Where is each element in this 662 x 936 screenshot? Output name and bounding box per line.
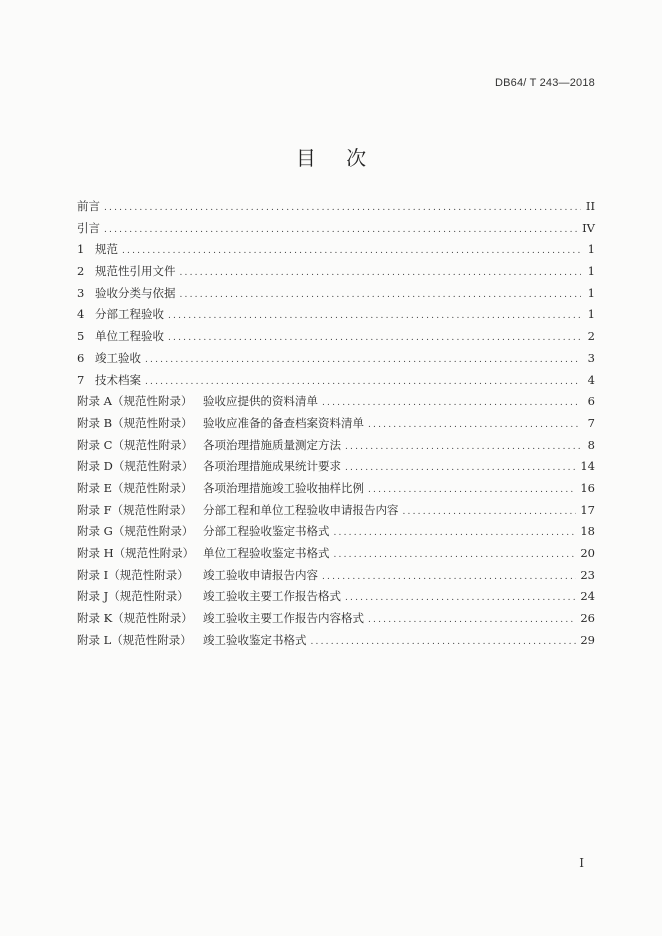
toc-entry[interactable]: [77, 478, 595, 500]
toc-entry-label: 分部工程验收: [95, 307, 164, 322]
toc-leader-dots: [104, 198, 581, 220]
toc-entry-label: 分部工程验收鉴定书格式: [203, 524, 330, 539]
toc-entry-appendix: 附录 C（规范性附录）: [77, 437, 193, 452]
toc-leader-dots: [180, 263, 582, 285]
toc-entry[interactable]: [77, 391, 595, 413]
toc-entry-page: 8: [587, 437, 595, 452]
toc-entry-appendix: 附录 G（规范性附录）: [77, 524, 194, 539]
page-title: 目 次: [295, 146, 379, 170]
toc-entry[interactable]: [77, 261, 595, 283]
toc-leader-dots: [368, 480, 576, 502]
toc-entry-page: 7: [587, 415, 595, 430]
toc-entry[interactable]: [77, 500, 595, 522]
toc-leader-dots: [345, 458, 576, 480]
toc-entry[interactable]: [77, 239, 595, 261]
toc-entry-page: 18: [580, 524, 595, 539]
toc-entry[interactable]: [77, 435, 595, 457]
toc-leader-dots: [180, 285, 582, 307]
toc-entry-appendix: 附录 F（规范性附录）: [77, 502, 193, 517]
toc-entry-page: 3: [587, 350, 595, 365]
toc-leader-dots: [334, 545, 577, 567]
toc-entry-appendix: 附录 K（规范性附录）: [77, 611, 193, 626]
toc-entry-appendix: 附录 H（规范性附录）: [77, 546, 195, 560]
toc-leader-dots: [168, 306, 581, 328]
toc-entry-appendix: 附录 B（规范性附录）: [77, 415, 193, 430]
toc-leader-dots: [368, 415, 581, 437]
toc-entry-appendix: 附录 L（规范性附录）: [77, 632, 192, 647]
toc-entry-page: 1: [587, 242, 595, 257]
toc-entry[interactable]: [77, 456, 595, 478]
toc-entry-label: 各项治理措施质量测定方法: [203, 437, 341, 452]
toc-leader-dots: [145, 350, 581, 372]
toc-leader-dots: [322, 393, 581, 415]
toc-entry-page: 6: [587, 394, 595, 409]
toc-entry-appendix: 附录 D（规范性附录）: [77, 459, 194, 474]
toc-entry[interactable]: [77, 608, 595, 630]
toc-leader-dots: [345, 437, 581, 459]
toc-entry-page: 1: [587, 285, 595, 300]
toc-leader-dots: [322, 567, 576, 589]
toc-entry-label: 各项治理措施成果统计要求: [203, 459, 341, 474]
toc-entry-label: 前言: [77, 199, 100, 213]
toc-entry-page: 24: [580, 589, 595, 604]
toc-entry[interactable]: [77, 521, 595, 543]
toc-leader-dots: [345, 588, 576, 610]
toc-entry-page: 29: [580, 632, 595, 647]
table-of-contents: [77, 196, 595, 651]
toc-entry-label: 验收应提供的资料清单: [203, 394, 318, 409]
toc-entry-page: 14: [580, 459, 595, 474]
toc-entry-page: 20: [580, 546, 595, 560]
toc-leader-dots: [168, 328, 581, 350]
toc-entry[interactable]: [77, 630, 595, 652]
toc-entry-label: 竣工验收鉴定书格式: [203, 632, 307, 647]
toc-leader-dots: [368, 610, 576, 632]
toc-entry-number: 4: [77, 307, 85, 322]
toc-leader-dots: [145, 372, 581, 394]
toc-leader-dots: [311, 632, 577, 654]
page-number: I: [579, 856, 584, 870]
toc-entry-label: 规范: [95, 242, 118, 257]
toc-entry-label: 引言: [77, 220, 100, 235]
toc-entry-number: 5: [77, 329, 85, 344]
toc-entry[interactable]: [77, 348, 595, 370]
toc-entry-appendix: 附录 A（规范性附录）: [77, 394, 193, 409]
toc-entry-number: 3: [77, 285, 85, 300]
toc-entry-page: 1: [587, 264, 595, 279]
toc-entry-page: 26: [580, 611, 595, 626]
toc-entry[interactable]: [77, 218, 595, 240]
toc-entry[interactable]: [77, 543, 595, 565]
toc-entry-appendix: 附录 I（规范性附录）: [77, 567, 189, 582]
toc-entry[interactable]: [77, 196, 595, 218]
toc-entry-label: 规范性引用文件: [95, 264, 176, 279]
toc-entry-number: 2: [77, 264, 85, 279]
toc-entry-page: 23: [580, 567, 595, 582]
toc-entry[interactable]: [77, 565, 595, 587]
toc-entry-number: 7: [77, 372, 85, 387]
toc-leader-dots: [104, 220, 578, 242]
toc-entry[interactable]: [77, 304, 595, 326]
toc-entry-appendix: 附录 J（规范性附录）: [77, 589, 189, 604]
toc-entry-label: 各项治理措施竣工验收抽样比例: [203, 480, 364, 495]
toc-entry-label: 技术档案: [95, 372, 141, 387]
toc-entry-page: 16: [580, 480, 595, 495]
toc-leader-dots: [334, 523, 577, 545]
toc-entry[interactable]: [77, 370, 595, 392]
toc-entry-label: 单位工程验收鉴定书格式: [203, 546, 330, 560]
toc-entry-label: 竣工验收: [95, 350, 141, 365]
toc-entry-page: IV: [582, 220, 595, 235]
toc-entry-label: 分部工程和单位工程验收申请报告内容: [203, 502, 399, 517]
toc-entry-label: 验收分类与依据: [95, 285, 176, 300]
toc-entry-label: 验收应准备的备查档案资料清单: [203, 415, 364, 430]
toc-leader-dots: [122, 241, 581, 263]
toc-entry-label: 竣工验收主要工作报告格式: [203, 589, 341, 604]
toc-entry-page: II: [585, 199, 595, 213]
toc-entry-label: 竣工验收申请报告内容: [203, 567, 318, 582]
toc-entry-page: 17: [580, 502, 595, 517]
toc-leader-dots: [403, 502, 577, 524]
toc-entry-page: 4: [587, 372, 595, 387]
toc-entry[interactable]: [77, 413, 595, 435]
toc-entry-number: 1: [77, 242, 85, 257]
standard-code: DB64/ T 243—2018: [494, 77, 595, 89]
toc-entry-page: 2: [587, 329, 595, 344]
toc-entry-label: 竣工验收主要工作报告内容格式: [203, 611, 364, 626]
toc-entry-number: 6: [77, 350, 85, 365]
toc-entry[interactable]: [77, 283, 595, 305]
toc-entry-page: 1: [587, 307, 595, 322]
toc-entry[interactable]: [77, 326, 595, 348]
toc-entry[interactable]: [77, 586, 595, 608]
toc-entry-appendix: 附录 E（规范性附录）: [77, 480, 193, 495]
toc-entry-label: 单位工程验收: [95, 329, 164, 344]
